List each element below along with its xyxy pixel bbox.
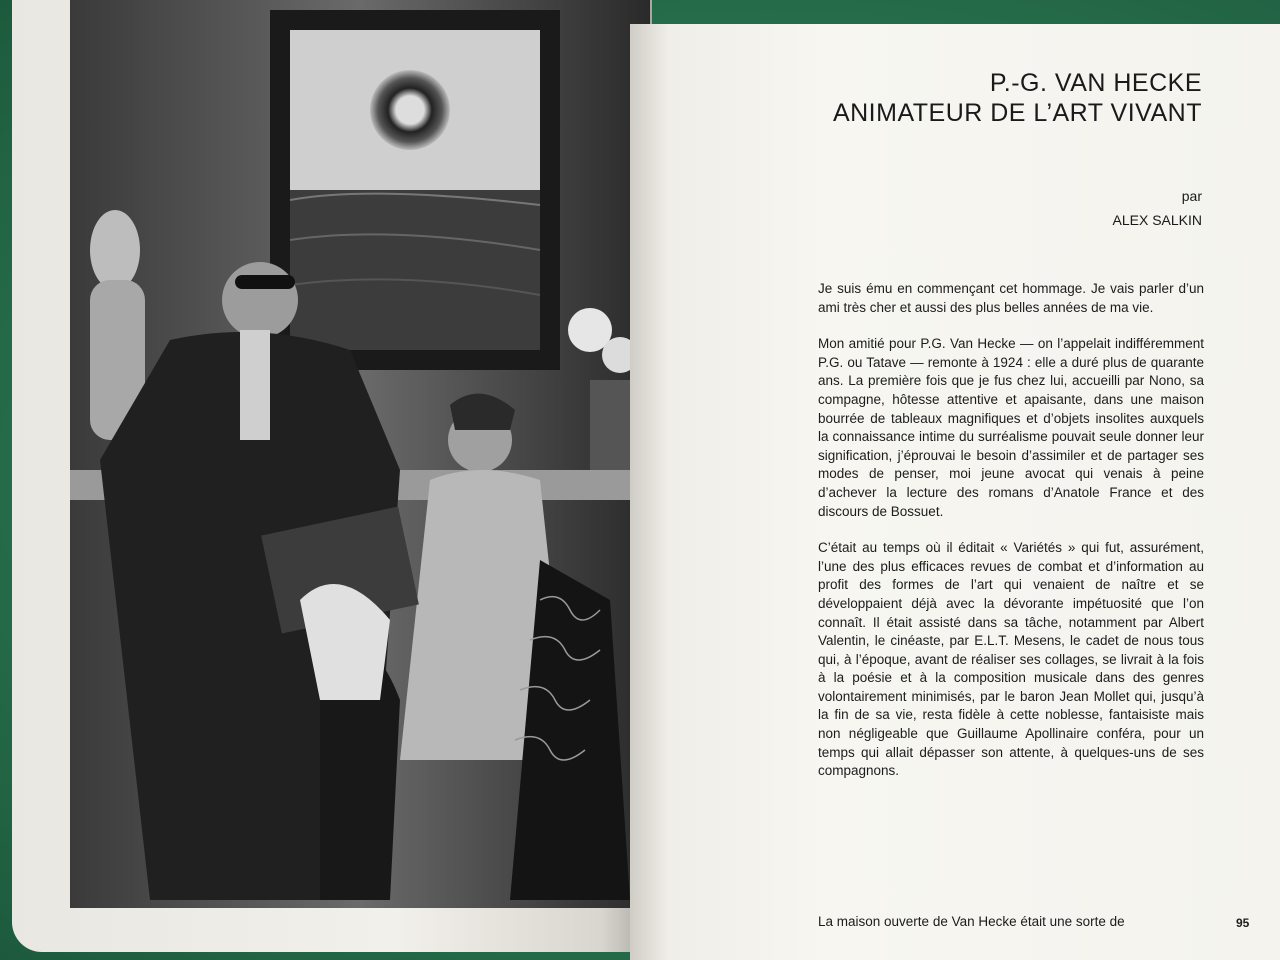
page-number: 95 [1236, 916, 1250, 930]
title-line-2: ANIMATEUR DE L’ART VIVANT [832, 99, 1202, 127]
paragraph-2: Mon amitié pour P.G. Van Hecke — on l’appelait indifféremment P.G. ou Tatave — remonte à 1924 : elle a duré plus de quarante ans. La première fois que je fus chez lui, accueilli par Nono, sa compagne, hôtesse attentive et apaisante, dans une maison bourrée de tableaux magnifiques et d’objets insolites auxquels la connaissance intime du surréalisme pouvait seule donner leur signification, j’éprouvai le besoin d’assimiler et de partager ses modes de penser, moi jeune avocat qui venais à peine d’achever la lecture des romans d’Anatole France et des discours de Bossuet. [818, 336, 1204, 519]
article-title [833, 68, 1202, 128]
right-page [630, 24, 1280, 960]
paragraph-1: Je suis ému en commençant cet hommage. Je vais parler d’un ami très cher et aussi des plus belles années de ma vie. [818, 281, 1204, 315]
photograph [70, 0, 650, 908]
article-body [818, 280, 1204, 799]
paragraph-3: C’était au temps où il éditait « Variétés » qui fut, assurément, l’une des plus efficaces revues de combat et d’information au profit des formes de l’art qui venaient de naître et se développaient déjà avec la dévorante impétuosité que l’on connaît. Il était assisté dans sa tâche, notamment par Albert Valentin, le cinéaste, par E.L.T. Mesens, le cadet de nous tous qui, à l’époque, avant de réaliser ses collages, se livrait à la fois à la poésie et à la composition musicale dans des genres volontairement minimisés, par le baron Jean Mollet qui, jusqu’à la fin de sa vie, resta fidèle à cette noblesse, fantaisiste mais non négligeable que Guillaume Apollinaire conféra, pour un temps qui allait dépasser son attente, à quelques-uns de ses compagnons. [818, 540, 1204, 779]
left-page [12, 0, 652, 952]
title-line-1: P.-G. VAN HECKE [989, 69, 1202, 97]
byline-prefix: par [1181, 188, 1202, 204]
byline [1113, 184, 1203, 232]
continuing-line: La maison ouverte de Van Hecke était une sorte de [818, 914, 1125, 929]
byline-author: ALEX SALKIN [1112, 212, 1202, 228]
photo-illustration [70, 0, 650, 908]
